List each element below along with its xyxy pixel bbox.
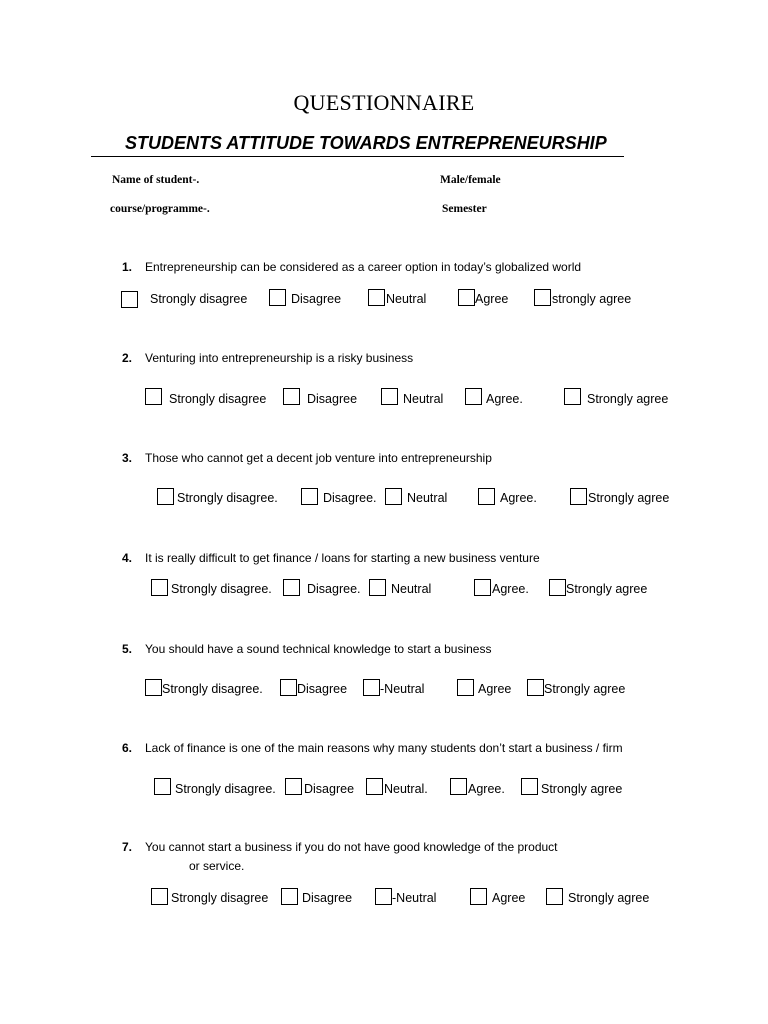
checkbox[interactable] (151, 888, 168, 905)
checkbox[interactable] (285, 778, 302, 795)
checkbox[interactable] (465, 388, 482, 405)
checkbox[interactable] (375, 888, 392, 905)
gender-field: Male/female (440, 174, 501, 186)
question-6 (122, 741, 623, 755)
question-text: Entrepreneurship can be considered as a career option in today’s globalized world (145, 260, 582, 274)
subtitle-underline (91, 156, 624, 157)
question-text: It is really difficult to get finance / loans for starting a new business venture (145, 551, 540, 565)
question-1 (122, 260, 581, 274)
checkbox[interactable] (269, 289, 286, 306)
checkbox[interactable] (283, 388, 300, 405)
checkbox[interactable] (154, 778, 171, 795)
page-subtitle: STUDENTS ATTITUDE TOWARDS ENTREPRENEURSHIP (125, 133, 607, 153)
question-text: You should have a sound technical knowledge to start a business (145, 642, 492, 656)
checkbox[interactable] (301, 488, 318, 505)
checkbox[interactable] (363, 679, 380, 696)
question-3 (122, 451, 492, 465)
student-name-field: Name of student-. (112, 174, 200, 186)
checkbox[interactable] (366, 778, 383, 795)
checkbox[interactable] (450, 778, 467, 795)
question-text: Lack of finance is one of the main reasons why many students don’t start a business / firm (145, 741, 623, 755)
checkbox[interactable] (470, 888, 487, 905)
checkbox[interactable] (521, 778, 538, 795)
checkbox[interactable] (478, 488, 495, 505)
checkbox[interactable] (283, 579, 300, 596)
question-number: 3. (122, 451, 133, 465)
checkbox[interactable] (280, 679, 297, 696)
question-7 (122, 840, 558, 854)
checkbox[interactable] (546, 888, 563, 905)
checkbox[interactable] (385, 488, 402, 505)
checkbox[interactable] (121, 291, 138, 308)
question-number: 7. (122, 840, 133, 854)
checkbox[interactable] (145, 679, 162, 696)
checkbox[interactable] (145, 388, 162, 405)
checkbox[interactable] (458, 289, 475, 306)
checkbox[interactable] (549, 579, 566, 596)
question-number: 2. (122, 351, 133, 365)
checkbox[interactable] (474, 579, 491, 596)
checkbox[interactable] (534, 289, 551, 306)
checkbox[interactable] (368, 289, 385, 306)
question-4 (122, 551, 540, 565)
course-field: course/programme-. (110, 203, 210, 215)
question-5 (122, 642, 491, 656)
page-title: QUESTIONNAIRE (293, 90, 475, 115)
question-text-continued: or service. (189, 859, 245, 873)
question-number: 5. (122, 642, 133, 656)
question-text: Those who cannot get a decent job venture into entrepreneurship (145, 451, 492, 465)
checkbox[interactable] (457, 679, 474, 696)
question-text: You cannot start a business if you do not have good knowledge of the product (145, 840, 558, 854)
checkbox[interactable] (281, 888, 298, 905)
question-number: 1. (122, 260, 133, 274)
question-number: 4. (122, 551, 133, 565)
checkbox[interactable] (157, 488, 174, 505)
checkbox[interactable] (570, 488, 587, 505)
question-2 (122, 351, 413, 365)
checkbox[interactable] (369, 579, 386, 596)
checkbox[interactable] (151, 579, 168, 596)
checkbox[interactable] (527, 679, 544, 696)
checkbox[interactable] (381, 388, 398, 405)
question-number: 6. (122, 741, 133, 755)
semester-field: Semester (442, 203, 487, 215)
question-text: Venturing into entrepreneurship is a risky business (145, 351, 414, 365)
checkbox[interactable] (564, 388, 581, 405)
